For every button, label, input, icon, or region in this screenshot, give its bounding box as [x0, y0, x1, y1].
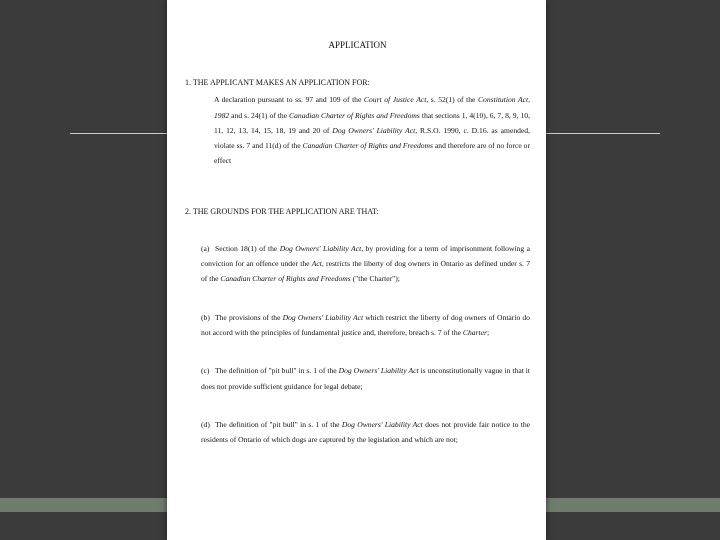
- text-run: The provisions of the: [215, 312, 283, 322]
- italic-text-run: Constitution Act, 1982: [214, 95, 530, 120]
- italic-text-run: Canadian Charter of Rights and Freedoms: [302, 141, 433, 151]
- italic-text-run: Dog Owners' Liability Act: [341, 419, 423, 429]
- italic-text-run: Act: [311, 259, 322, 269]
- text-run: , R.S.O. 1990, c. D.16. as amended, violate ss. 7 and 11(d) of the: [214, 125, 530, 151]
- grounds-list: [185, 241, 530, 448]
- text-run: , by providing for a term of imprisonment following a conviction for an offence under the: [201, 243, 530, 269]
- ground-item: [201, 363, 530, 394]
- text-run: , restricts the liberty of dog owners in Ontario as defined under s. 7 of the: [201, 259, 530, 284]
- italic-text-run: Charter: [462, 327, 487, 337]
- ground-item-label: (d): [201, 419, 210, 429]
- section-2-heading: 2. THE GROUNDS FOR THE APPLICATION ARE THAT:: [185, 206, 379, 216]
- ground-item: [201, 310, 530, 341]
- text-run: does not provide fair notice to the residents of Ontario of which dogs are captured by the legislation and which are not;: [201, 419, 530, 445]
- italic-text-run: Dog Owners' Liability Act: [332, 125, 416, 135]
- italic-text-run: Canadian Charter of Rights and Freedoms: [289, 110, 420, 120]
- text-run: and therefore are of no force or effect: [214, 141, 531, 166]
- text-run: which restrict the liberty of dog owners of Ontario do not accord with the principles of fundamental justice and, therefore, breach s. 7 of the: [201, 312, 530, 337]
- text-run: , s. 52(1) of the: [426, 95, 478, 105]
- section-1-heading: 1. THE APPLICANT MAKES AN APPLICATION FOR:: [185, 78, 370, 88]
- text-run: A declaration pursuant to ss. 97 and 109 of the: [214, 95, 364, 105]
- italic-text-run: Canadian Charter of Rights and Freedoms: [220, 274, 351, 284]
- ground-item-label: (a): [201, 243, 210, 253]
- text-run: Section 18(1) of the: [215, 243, 280, 253]
- text-run: and s. 24(1) of the: [229, 110, 290, 120]
- text-run: The definition of "pit bull" in s. 1 of the: [215, 366, 339, 376]
- section-1-body: [214, 92, 530, 168]
- document-page: [167, 0, 546, 540]
- text-run: ("the Charter");: [350, 274, 400, 284]
- text-run: ;: [486, 327, 490, 337]
- ground-item-label: (c): [201, 366, 210, 376]
- ground-item: [201, 417, 530, 448]
- ground-item: [201, 241, 530, 287]
- text-run: is unconstitutionally vague in that it does not provide sufficient guidance for legal debate;: [201, 366, 530, 391]
- text-run: The definition of "pit bull" in s. 1 of the: [215, 419, 342, 429]
- italic-text-run: Dog Owners' Liability Act: [338, 366, 419, 376]
- italic-text-run: Dog Owners' Liability Act: [279, 243, 362, 253]
- italic-text-run: Dog Owners' Liability Act: [282, 312, 364, 322]
- document-title: APPLICATION: [328, 40, 387, 50]
- text-run: that sections 1, 4(10), 6, 7, 8, 9, 10, 11, 12, 13, 14, 15, 18, 19 and 20 of: [214, 110, 530, 135]
- ground-item-label: (b): [201, 312, 210, 322]
- italic-text-run: Court of Justice Act: [363, 95, 427, 105]
